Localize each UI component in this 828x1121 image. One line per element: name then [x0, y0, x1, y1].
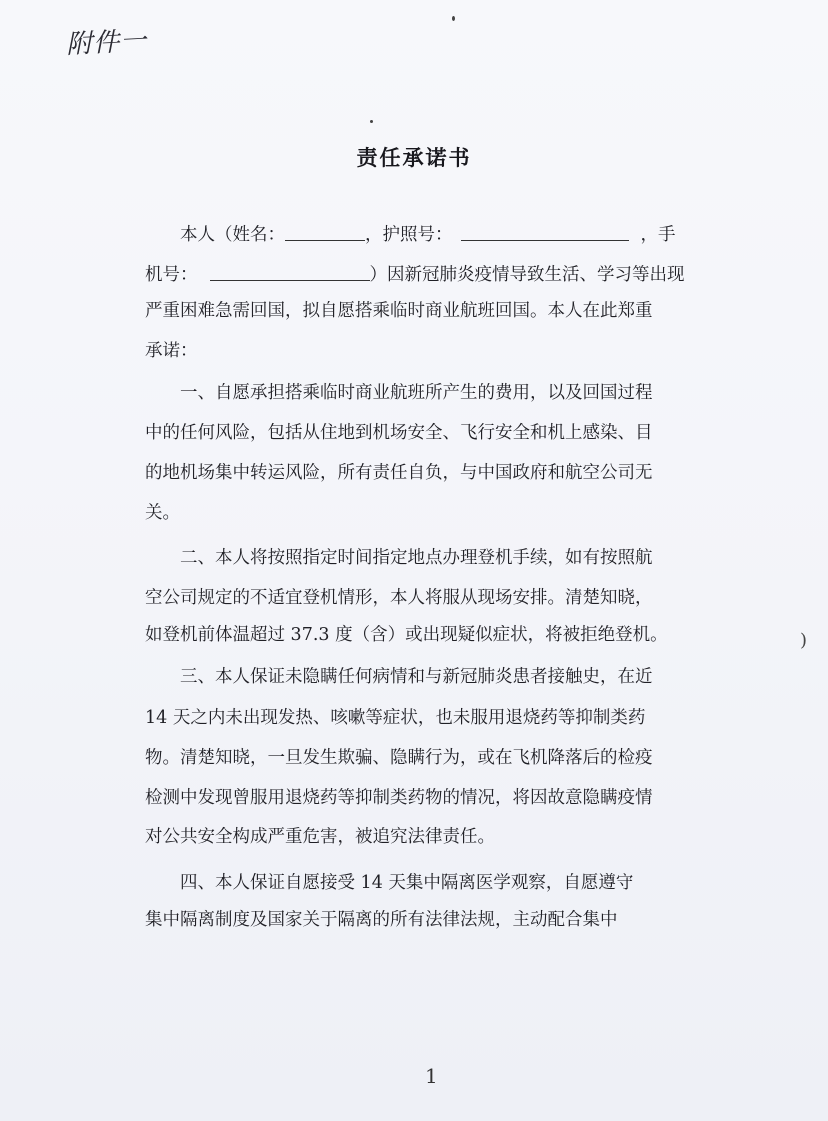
- section3-line: 物。清楚知晓，一旦发生欺骗、隐瞒行为，或在飞机降落后的检疫: [145, 748, 653, 768]
- intro-passport-label: ，护照号：: [365, 225, 453, 245]
- scan-edge-mark: ): [800, 630, 808, 651]
- page-number: 1: [425, 1064, 438, 1088]
- intro-line-4: 承诺：: [145, 341, 198, 361]
- phone-blank[interactable]: [210, 262, 370, 281]
- intro-reason-text: ）因新冠肺炎疫情导致生活、学习等出现: [369, 265, 685, 285]
- section3-line: 三、本人保证未隐瞒任何病情和与新冠肺炎患者接触史，在近: [180, 667, 653, 687]
- intro-line-3: 严重困难急需回国，拟自愿搭乘临时商业航班回国。本人在此郑重: [145, 301, 653, 321]
- section3-line: 对公共安全构成严重危害，被追究法律责任。: [145, 827, 495, 847]
- section1-line: 关。: [145, 503, 180, 523]
- section3-line: 14 天之内未出现发热、咳嗽等症状，也未服用退烧药等抑制类药: [145, 708, 646, 728]
- section4-line: 集中隔离制度及国家关于隔离的所有法律法规，主动配合集中: [145, 910, 618, 930]
- passport-blank[interactable]: [461, 222, 629, 241]
- intro-phone-label: 机号：: [145, 265, 198, 285]
- intro-line-2: [145, 262, 687, 288]
- section2-line: 二、本人将按照指定时间指定地点办理登机手续，如有按照航: [180, 548, 653, 568]
- section1-line: 一、自愿承担搭乘临时商业航班所产生的费用，以及回国过程: [180, 383, 653, 403]
- section4-line: 四、本人保证自愿接受 14 天集中隔离医学观察，自愿遵守: [180, 873, 634, 893]
- section1-line: 中的任何风险，包括从住地到机场安全、飞行安全和机上感染、目: [145, 423, 653, 443]
- intro-name-label: 本人（姓名：: [180, 225, 285, 245]
- intro-line-1: [180, 222, 687, 248]
- section1-line: 的地机场集中转运风险，所有责任自负，与中国政府和航空公司无: [145, 463, 653, 483]
- scan-speck: [370, 120, 373, 123]
- section2-line: 空公司规定的不适宜登机情形，本人将服从现场安排。清楚知晓，: [145, 588, 653, 608]
- document-title: 责任承诺书: [356, 146, 472, 170]
- section3-line: 检测中发现曾服用退烧药等抑制类药物的情况，将因故意隐瞒疫情: [145, 788, 653, 808]
- name-blank[interactable]: [285, 222, 365, 241]
- section2-line: 如登机前体温超过 37.3 度（含）或出现疑似症状，将被拒绝登机。: [145, 625, 668, 645]
- intro-phone-label-start: ，手: [640, 225, 676, 245]
- scan-speck: [452, 16, 455, 21]
- handwritten-annotation: 附件一: [65, 25, 148, 61]
